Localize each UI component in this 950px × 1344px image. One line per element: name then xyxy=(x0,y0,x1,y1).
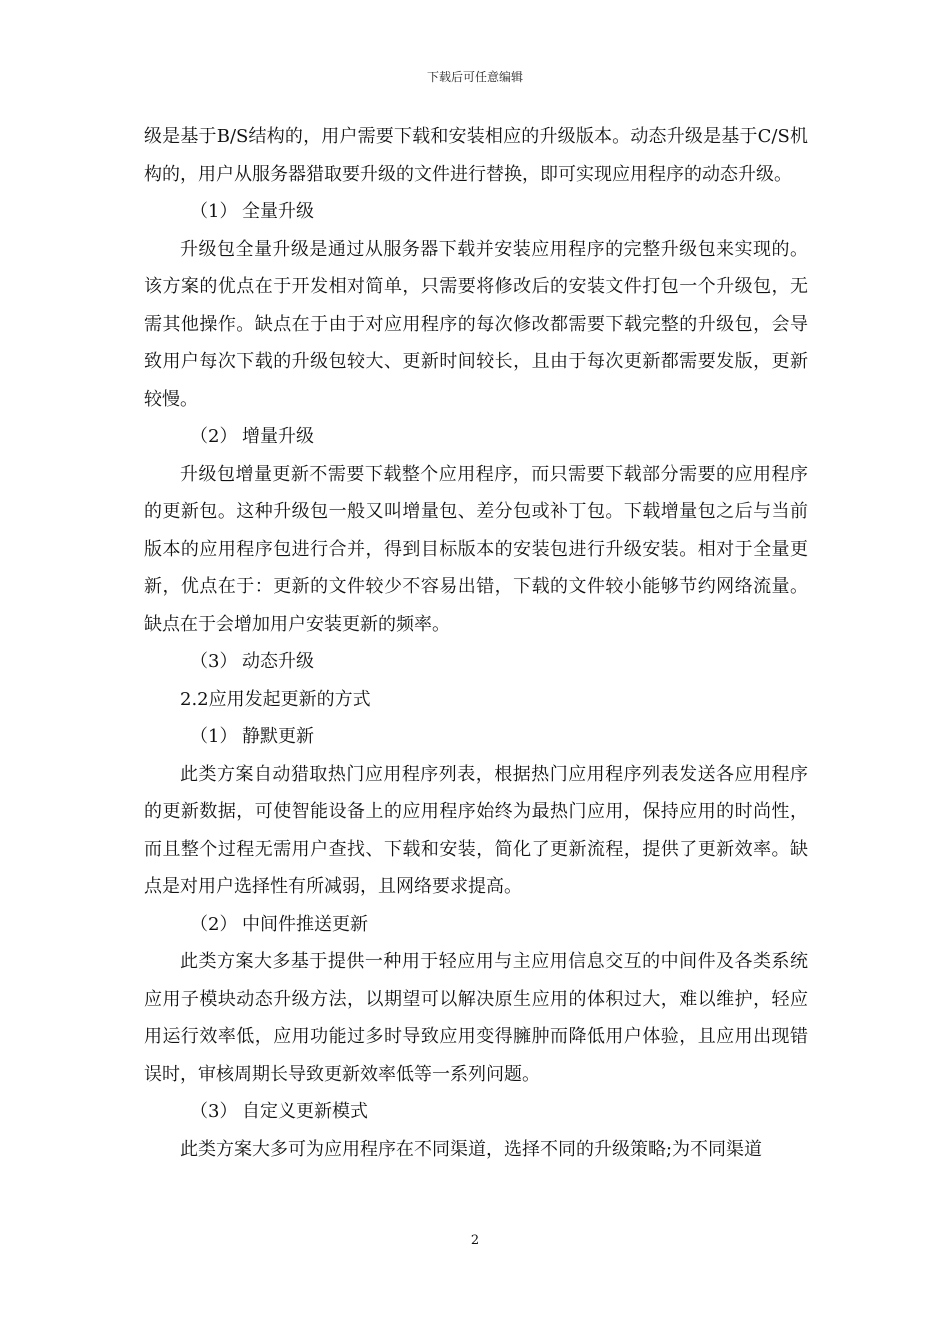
item-number: （3） xyxy=(190,651,238,672)
item-label: 动态升级 xyxy=(242,651,314,672)
paragraph: 升级包全量升级是通过从服务器下载并安装应用程序的完整升级包来实现的。该方案的优点在于开发相对简单，只需要将修改后的安装文件打包一个升级包，无需其他操作。缺点在于由于对应用程序的每次修改都需要下载完整的升级包，会导致用户每次下载的升级包较大、更新时间较长，且由于每次更新都需要发版，更新较慢。 xyxy=(144,238,808,410)
list-item xyxy=(144,906,808,944)
item-number: （1） xyxy=(190,726,238,747)
list-item xyxy=(144,643,808,681)
item-number: （1） xyxy=(190,201,238,222)
list-item xyxy=(144,718,808,756)
section-heading: 2.2应用发起更新的方式 xyxy=(180,688,371,710)
item-label: 全量升级 xyxy=(242,201,314,222)
page-number: 2 xyxy=(470,1233,480,1248)
item-number: （2） xyxy=(190,913,238,935)
paragraph: 级是基于B/S结构的，用户需要下载和安装相应的升级版本。动态升级是基于C/S机构的，用户从服务器猎取要升级的文件进行替换，即可实现应用程序的动态升级。 xyxy=(144,126,808,185)
paragraph: 此类方案自动猎取热门应用程序列表，根据热门应用程序列表发送各应用程序的更新数据，可使智能设备上的应用程序始终为最热门应用，保持应用的时尚性，而且整个过程无需用户查找、下载和安装，简化了更新流程，提供了更新效率。缺点是对用户选择性有所减弱，且网络要求提高。 xyxy=(144,763,808,897)
list-item xyxy=(144,1093,808,1131)
item-label: 中间件推送更新 xyxy=(242,913,368,935)
header-note: 下载后可任意编辑 xyxy=(426,70,523,84)
item-label: 增量升级 xyxy=(242,426,314,447)
paragraph: 此类方案大多可为应用程序在不同渠道，选择不同的升级策略;为不同渠道 xyxy=(180,1138,763,1160)
list-item xyxy=(144,418,808,456)
item-label: 自定义更新模式 xyxy=(242,1101,368,1122)
item-label: 静默更新 xyxy=(242,726,314,747)
item-number: （3） xyxy=(190,1101,238,1122)
body-text xyxy=(144,118,808,1168)
paragraph: 此类方案大多基于提供一种用于轻应用与主应用信息交互的中间件及各类系统应用子模块动态升级方法，以期望可以解决原生应用的体积过大，难以维护，轻应用运行效率低，应用功能过多时导致应用变得臃肿而降低用户体验，且应用出现错误时，审核周期长导致更新效率低等一系列问题。 xyxy=(144,951,808,1085)
paragraph: 升级包增量更新不需要下载整个应用程序，而只需要下载部分需要的应用程序的更新包。这种升级包一般又叫增量包、差分包或补丁包。下载增量包之后与当前版本的应用程序包进行合并，得到目标版本的安装包进行升级安装。相对于全量更新，优点在于：更新的文件较少不容易出错，下载的文件较小能够节约网络流量。缺点在于会增加用户安装更新的频率。 xyxy=(144,463,808,635)
list-item xyxy=(144,193,808,231)
item-number: （2） xyxy=(190,426,238,447)
